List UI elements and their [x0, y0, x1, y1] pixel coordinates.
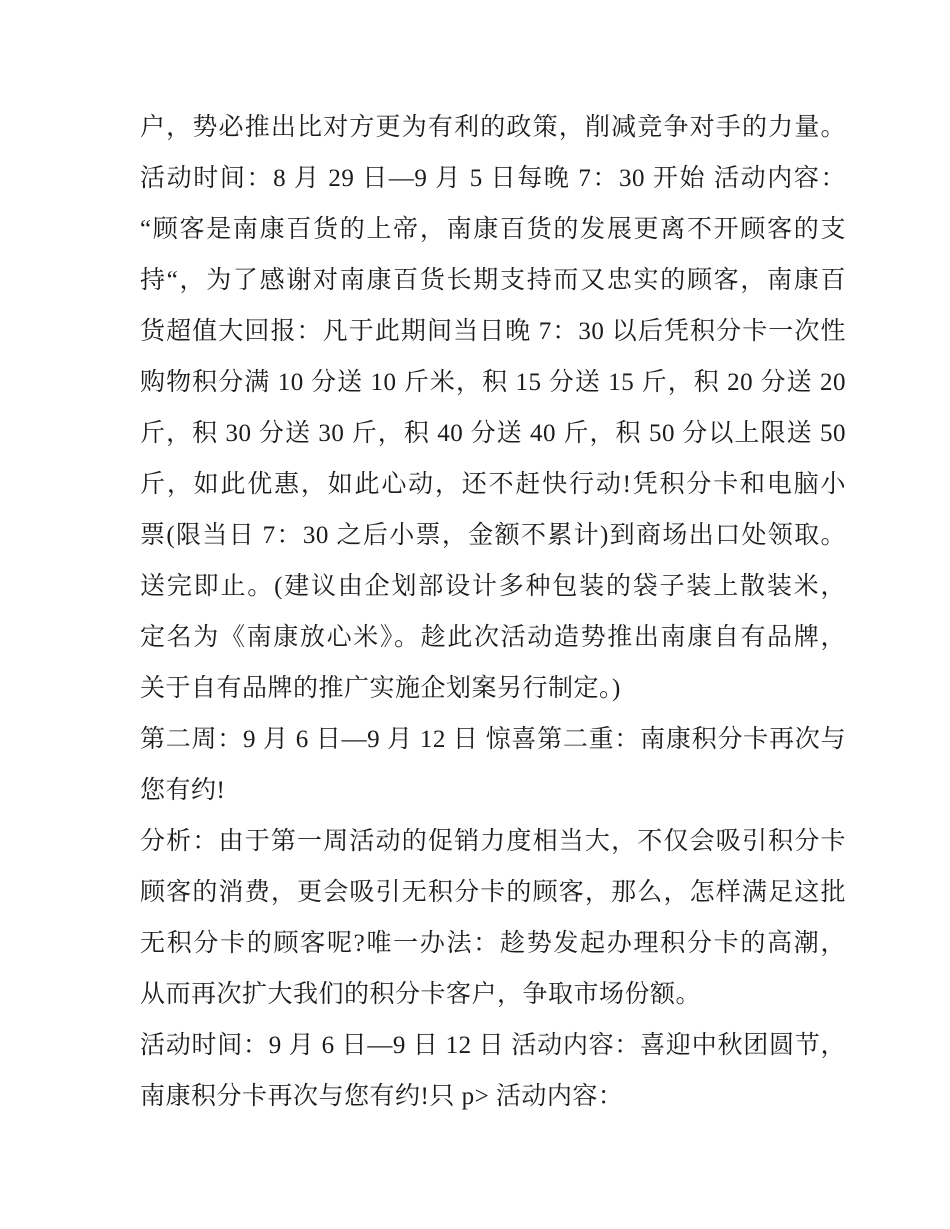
text-line-5: 货超值大回报：凡于此期间当日晚 7：30 以后凭积分卡一次性: [140, 318, 846, 345]
text-line-10: 送完即止。(建议由企划部设计多种包装的袋子装上散装米，: [140, 573, 846, 600]
text-line-16: 顾客的消费，更会吸引无积分卡的顾客，那么，怎样满足这批: [140, 879, 846, 906]
text-line-9: 票(限当日 7：30 之后小票，金额不累计)到商场出口处领取。: [140, 522, 846, 549]
text-line-1: 户，势必推出比对方更为有利的政策，削减竞争对手的力量。: [140, 114, 846, 141]
text-line-12: 关于自有品牌的推广实施企划案另行制定。): [140, 675, 621, 702]
text-line-20: 南康积分卡再次与您有约!只 p> 活动内容：: [140, 1083, 624, 1110]
text-line-17: 无积分卡的顾客呢?唯一办法：趁势发起办理积分卡的高潮，: [140, 930, 846, 957]
text-line-3: “顾客是南康百货的上帝，南康百货的发展更离不开顾客的支: [140, 216, 846, 243]
text-line-15: 分析：由于第一周活动的促销力度相当大，不仅会吸引积分卡: [140, 828, 846, 855]
text-line-18: 从而再次扩大我们的积分卡客户，争取市场份额。: [140, 981, 702, 1008]
text-line-8: 斤，如此优惠，如此心动，还不赶快行动!凭积分卡和电脑小: [140, 471, 846, 498]
text-line-4: 持“，为了感谢对南康百货长期支持而又忠实的顾客，南康百: [140, 267, 846, 294]
text-line-6: 购物积分满 10 分送 10 斤米，积 15 分送 15 斤，积 20 分送 20: [140, 369, 846, 396]
text-line-7: 斤，积 30 分送 30 斤，积 40 分送 40 斤，积 50 分以上限送 50: [140, 420, 846, 447]
document-text-block: [140, 102, 846, 1122]
text-line-19: 活动时间：9 月 6 日—9 日 12 日 活动内容：喜迎中秋团圆节，: [140, 1032, 846, 1059]
text-line-2: 活动时间：8 月 29 日—9 月 5 日每晚 7：30 开始 活动内容：: [140, 165, 846, 192]
text-line-13: 第二周：9 月 6 日—9 月 12 日 惊喜第二重：南康积分卡再次与: [140, 726, 846, 753]
text-line-14: 您有约!: [140, 777, 226, 804]
text-line-11: 定名为《南康放心米》。趁此次活动造势推出南康自有品牌，: [140, 624, 846, 651]
